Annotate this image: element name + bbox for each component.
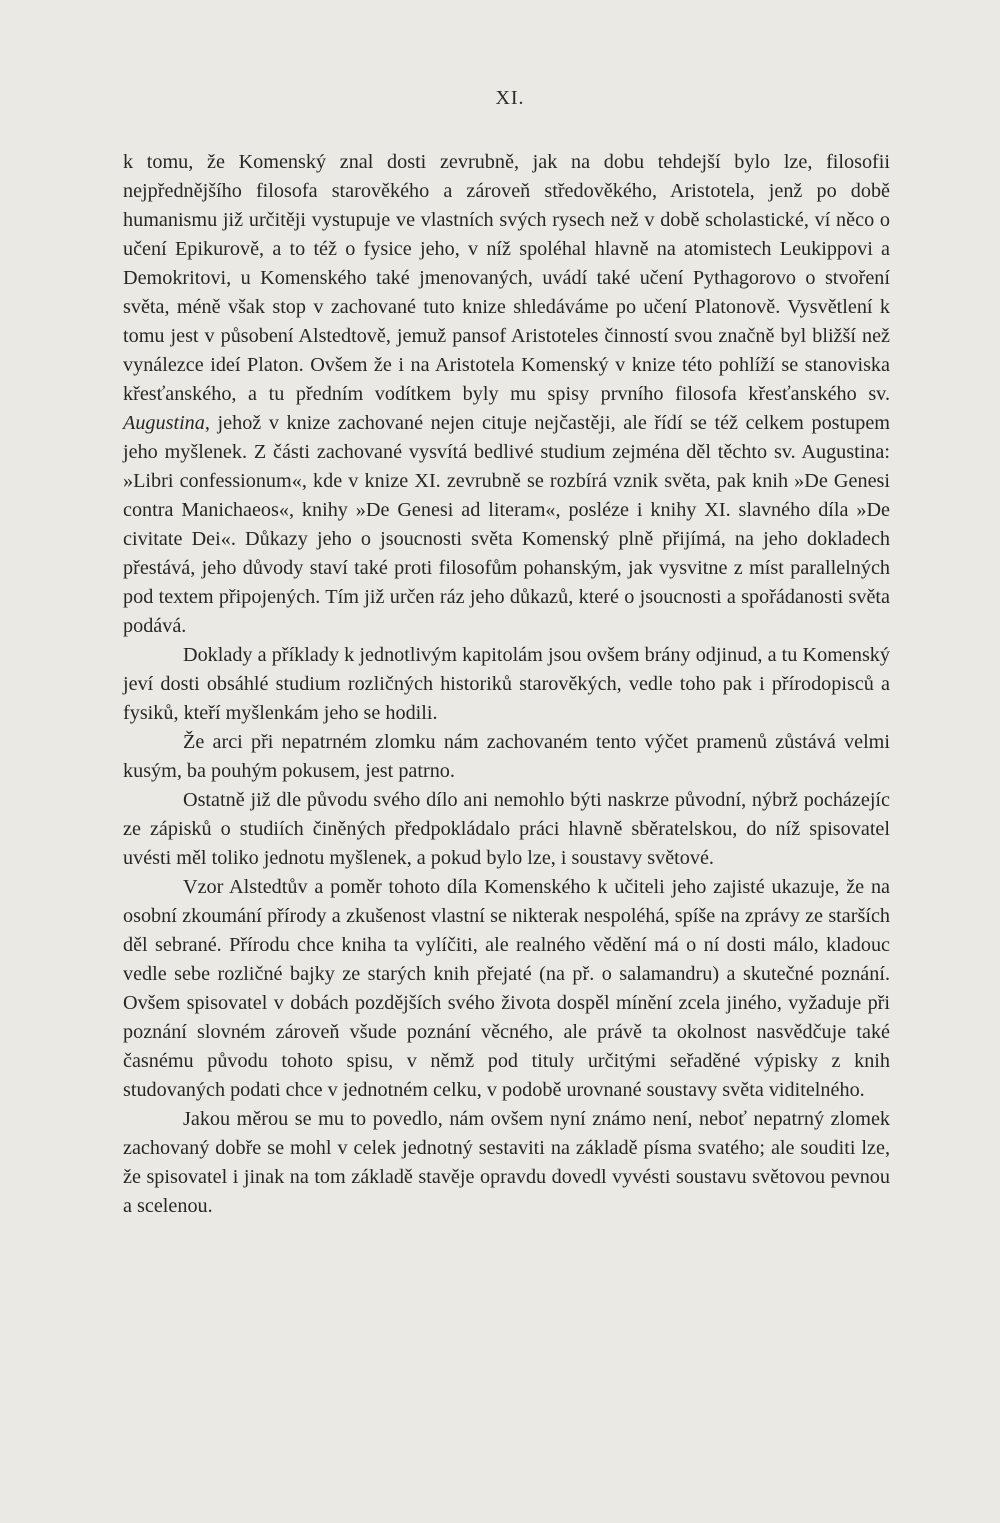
text-run: Vzor Alstedtův a poměr tohoto díla Komenského k učiteli jeho zajisté ukazuje, že na osobní zkoumání přírody a zkušenost vlastní se nikterak nespoléhá, spíše na zprávy ze starších děl sebrané. Přírodu chce kniha ta vylíčiti, ale realného vědění má o ní dosti málo, kladouc vedle sebe rozličné bajky ze starých knih přejaté (na př. o salamandru) a skutečné poznání. Ovšem spisovatel v dobách pozdějších svého života dospěl mínění zcela jiného, vyžaduje při poznání slovném zároveň všude poznání věcného, ale právě ta okolnost nasvědčuje také časnému původu tohoto spisu, v němž pod tituly určitými seřaděné výpisky z knih studovaných podati chce v jednotném celku, v podobě urovnané soustavy světa viditelného. [123, 876, 890, 1101]
text-run: Doklady a příklady k jednotlivým kapitolám jsou ovšem brány odjinud, a tu Komenský jeví dosti obsáhlé studium rozličných historiků starověkých, vedle toho pak i přírodopisců a fysiků, kteří myšlenkám jeho se hodili. [123, 644, 890, 724]
body-text [123, 148, 890, 1221]
paragraph [123, 641, 890, 728]
text-run: k tomu, že Komenský znal dosti zevrubně, jak na dobu tehdejší bylo lze, filosofii nejpřednějšího filosofa starověkého a zároveň středověkého, Aristotela, jenž po době humanismu již určitěji vystupuje ve vlastních svých rysech než v době scholastické, ví něco o učení Epikurově, a to též o fysice jeho, v níž spoléhal hlavně na atomistech Leukippovi a Demokritovi, u Komenského také jmenovaných, uvádí také učení Pythagorovo o stvoření světa, méně však stop v zachované tuto knize shledáváme po učení Platonově. Vysvětlení k tomu jest v působení Alstedtově, jemuž pansof Aristoteles činností svou značně byl bližší než vynálezce ideí Platon. Ovšem že i na Aristotela Komenský v knize této pohlíží se stanoviska křesťanského, a tu předním vodítkem byly mu spisy prvního filosofa křesťanského sv. [123, 151, 890, 405]
page-number: XI. [495, 87, 525, 109]
paragraph [123, 786, 890, 873]
paragraph [123, 148, 890, 641]
paragraph [123, 728, 890, 786]
text-run: Jakou měrou se mu to povedlo, nám ovšem nyní známo není, neboť nepatrný zlomek zachovaný dobře se mohl v celek jednotný sestaviti na základě písma svatého; ale souditi lze, že spisovatel i jinak na tom základě stavěje opravdu dovedl vyvésti soustavu světovou pevnou a scelenou. [123, 1108, 890, 1217]
italic-text-run: Augustina [123, 412, 205, 434]
paragraph [123, 873, 890, 1105]
paragraph [123, 1105, 890, 1221]
text-run: Ostatně již dle původu svého dílo ani nemohlo býti naskrze původní, nýbrž pocházejíc ze zápisků o studiích činěných předpokládalo práci hlavně sběratelskou, do níž spisovatel uvésti měl toliko jednotu myšlenek, a pokud bylo lze, i soustavy světové. [123, 789, 890, 869]
text-run: Že arci při nepatrném zlomku nám zachovaném tento výčet pramenů zůstává velmi kusým, ba pouhým pokusem, jest patrno. [123, 731, 890, 782]
text-run: , jehož v knize zachované nejen cituje nejčastěji, ale řídí se též celkem postupem jeho myšlenek. Z části zachované vysvítá bedlivé studium zejména děl těchto sv. Augustina: »Libri confessionum«, kde v knize XI. zevrubně se rozbírá vznik světa, pak knih »De Genesi contra Manichaeos«, knihy »De Genesi ad literam«, posléze i knihy XI. slavného díla »De civitate Dei«. Důkazy jeho o jsoucnosti světa Komenský plně přijímá, na jeho dokladech přestává, jeho důvody staví také proti filosofům pohanským, jak vysvitne z míst parallelných pod textem připojených. Tím již určen ráz jeho důkazů, které o jsoucnosti a spořádanosti světa podává. [123, 412, 890, 637]
